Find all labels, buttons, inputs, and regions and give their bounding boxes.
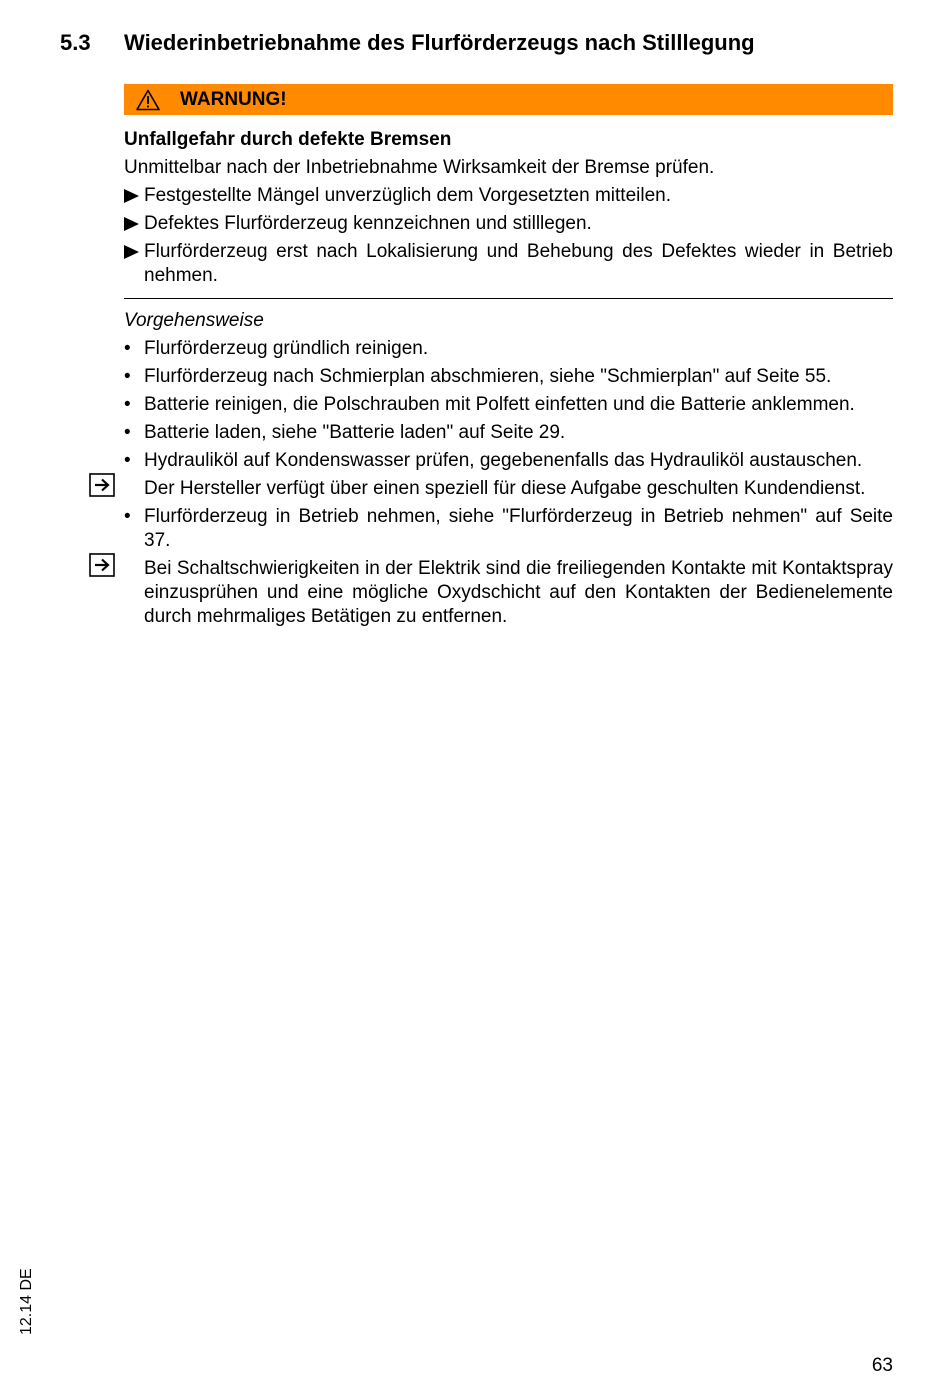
bullet-icon: • <box>124 338 131 359</box>
bullet-icon: • <box>124 450 131 471</box>
edition-label: 12.14 DE <box>18 1268 35 1335</box>
warning-action-text: Festgestellte Mängel unverzüglich dem Vorgesetzten mitteilen. <box>144 185 671 206</box>
hazard-title: Unfallgefahr durch defekte Bremsen <box>124 129 452 150</box>
procedure-note-text: Bei Schaltschwierigkeiten in der Elektrik sind die freiliegenden Kontakte mit Kontaktspray einzusprühen und eine mögliche Oxydschicht auf den Kontakten der Bedienelemente durch mehrmaliges Betätigen zu entfernen. <box>144 558 893 627</box>
procedure-step-text: Flurförderzeug nach Schmierplan abschmieren, siehe "Schmierplan" auf Seite 55. <box>144 366 832 387</box>
procedure-step <box>124 337 893 361</box>
page-number: 63 <box>871 1355 893 1376</box>
bullet-icon: • <box>124 366 131 387</box>
bullet-icon: • <box>124 394 131 415</box>
procedure-step <box>124 505 893 553</box>
arrow-box-icon <box>89 473 115 497</box>
procedure-step-text: Batterie laden, siehe "Batterie laden" auf Seite 29. <box>144 422 566 443</box>
section-heading <box>60 30 755 56</box>
warning-action-item <box>124 240 893 288</box>
procedure-step <box>124 393 893 417</box>
triangle-arrow-icon <box>124 189 139 203</box>
procedure-note <box>124 477 893 501</box>
procedure-label: Vorgehensweise <box>124 310 264 331</box>
warning-triangle-icon <box>136 89 160 111</box>
bullet-icon: • <box>124 422 131 443</box>
procedure-step-text: Batterie reinigen, die Polschrauben mit Polfett einfetten und die Batterie anklemmen. <box>144 394 855 415</box>
procedure-step <box>124 449 893 473</box>
procedure-step-text: Flurförderzeug gründlich reinigen. <box>144 338 429 359</box>
warning-action-text: Flurförderzeug erst nach Lokalisierung und Behebung des Defektes wieder in Betrieb nehmen. <box>144 241 893 286</box>
warning-title: WARNUNG! <box>180 88 287 110</box>
procedure-note-text: Der Hersteller verfügt über einen speziell für diese Aufgabe geschulten Kundendienst. <box>144 478 866 499</box>
procedure-step-text: Hydrauliköl auf Kondenswasser prüfen, gegebenenfalls das Hydrauliköl austauschen. <box>144 450 863 471</box>
procedure-step-text: Flurförderzeug in Betrieb nehmen, siehe "Flurförderzeug in Betrieb nehmen" auf Seite 37. <box>144 506 893 551</box>
warning-action-item <box>124 212 893 236</box>
warning-divider <box>124 298 893 299</box>
section-number: 5.3 <box>60 30 91 55</box>
bullet-icon: • <box>124 506 131 527</box>
warning-banner <box>124 84 893 115</box>
procedure-step <box>124 421 893 445</box>
triangle-arrow-icon <box>124 245 139 259</box>
procedure-note <box>124 557 893 629</box>
triangle-arrow-icon <box>124 217 139 231</box>
arrow-box-icon <box>89 553 115 577</box>
hazard-text: Unmittelbar nach der Inbetriebnahme Wirksamkeit der Bremse prüfen. <box>124 157 715 178</box>
procedure-step <box>124 365 893 389</box>
main-content <box>124 128 893 633</box>
section-title: Wiederinbetriebnahme des Flurförderzeugs nach Stilllegung <box>124 30 755 55</box>
warning-action-text: Defektes Flurförderzeug kennzeichnen und stilllegen. <box>144 213 592 234</box>
warning-action-item <box>124 184 893 208</box>
